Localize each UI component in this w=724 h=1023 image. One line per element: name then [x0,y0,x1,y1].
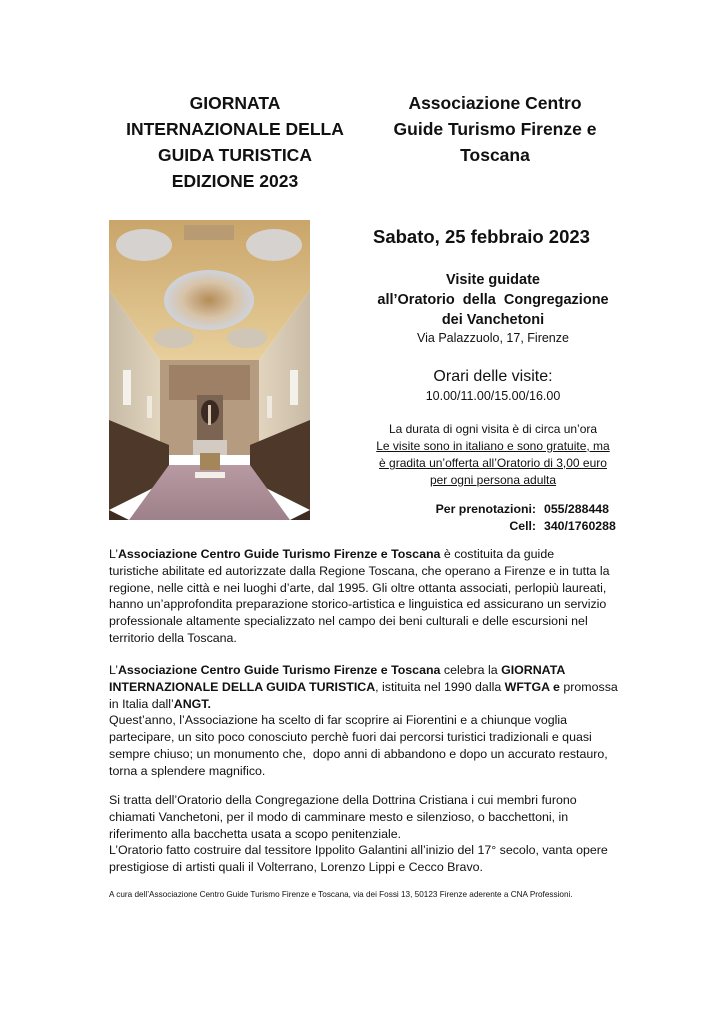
event-title [100,90,370,194]
paragraph-oratory-history [109,792,619,876]
event-title-line: GIORNATA [189,93,281,113]
duration-text: La durata di ogni visita è di circa un’ora [388,422,598,436]
booking-phone-row [418,501,616,518]
hours-list: 10.00/11.00/15.00/16.00 [425,389,561,403]
paragraph-text: Si tratta dell’Oratorio della Congregazione della Dottrina Cristiana i cui membri furono chiamati Vanchetoni, per il modo di camminare mesto e silenzioso, o bacchettoni, in riferimento alla bacchetta usata a scopo penitenziale. [109,793,577,841]
oratory-photo [109,220,310,520]
booking-phone: 055/288448 [544,502,609,516]
visits-heading-line: dei Vanchetoni [441,312,545,328]
visits-heading [362,270,624,330]
cell-label: Cell: [509,519,536,533]
oratory-interior-image [109,220,310,520]
association-name: Associazione Centro Guide Turismo Firenze e Toscana [117,547,441,561]
price-note-line: per ogni persona adulta [429,473,557,487]
event-title-line: EDIZIONE 2023 [171,171,299,191]
text-prefix: L’ [109,663,118,677]
paragraph-text: Quest’anno, l’Associazione ha scelto di far scoprire ai Fiorentini e a chiunque voglia partecipare, un sito poco conosciuto perchè fuori dai percorsi turistici tradizionali e quasi sempre chiuso; un monumento che, dopo anni di abbandono e dopo un accurato restauro, torna a splendere magnifico. [109,713,612,778]
text-prefix: L’ [109,547,118,561]
visits-heading-line: all’Oratorio della Congregazione [377,292,609,308]
angt-name: ANGT. [173,696,211,711]
organization-title [360,90,630,168]
footer-note: A cura dell’Associazione Centro Guide Turismo Firenze e Toscana, via dei Fossi 13, 50123 Firenze aderente a CNA Professioni. [109,890,573,899]
wftga-name: WFTGA e [504,679,560,694]
text-span: celebra la [440,663,502,677]
booking-contacts [418,501,616,535]
paragraph-text: L’Oratorio fatto costruire dal tessitore Ippolito Galantini all’inizio del 17° secolo, vanta opere prestigiose di artisti quali il Volterrano, Lorenzo Lippi e Cecco Bravo. [109,843,608,875]
paragraph-celebration [109,662,619,780]
venue-address: Via Palazzuolo, 17, Firenze [417,331,569,345]
event-title-line: INTERNAZIONALE DELLA [126,119,344,139]
paragraph-line [109,546,619,563]
paragraph-text: turistiche abilitate ed autorizzate dalla Regione Toscana, che operano a Firenze e in tutta la regione, nelle città e nei luoghi d’arte, dal 1995. Gli oltre ottanta associati, perlopiù laureati, hanno un’approfondita preparazione storico-artistica e linguistica ed assicurano un servizio professionale altamente specializzato nel campo dei beni culturali e delle escursioni nel territorio della Toscana. [109,563,610,645]
price-note-line: Le visite sono in italiano e sono gratuite, ma [376,439,610,453]
paragraph-text [109,662,619,712]
text-span: è costituita da guide [440,547,555,561]
organization-title-line: Toscana [460,145,530,165]
association-name: Associazione Centro Guide Turismo Firenze e Toscana [117,663,441,677]
event-title-line: GUIDA TURISTICA [158,145,312,165]
booking-cell-row [418,518,616,535]
visit-info [362,421,624,489]
text-span: , istituita nel 1990 dalla [375,679,505,694]
booking-cell: 340/1760288 [544,519,616,533]
booking-label: Per prenotazioni: [435,502,536,516]
hours-title: Orari delle visite: [433,368,553,385]
text-span: promossa in Italia dall’ [109,679,618,711]
paragraph-association [109,546,619,647]
organization-title-line: Guide Turismo Firenze e [393,119,597,139]
organization-title-line: Associazione Centro [408,93,582,113]
price-note-line: è gradita un’offerta all’Oratorio di 3,00 euro [379,456,607,470]
event-name: GIORNATA INTERNAZIONALE DELLA GUIDA TURISTICA [109,663,565,694]
visits-heading-line: Visite guidate [445,272,540,288]
event-date: Sabato, 25 febbraio 2023 [373,226,590,247]
